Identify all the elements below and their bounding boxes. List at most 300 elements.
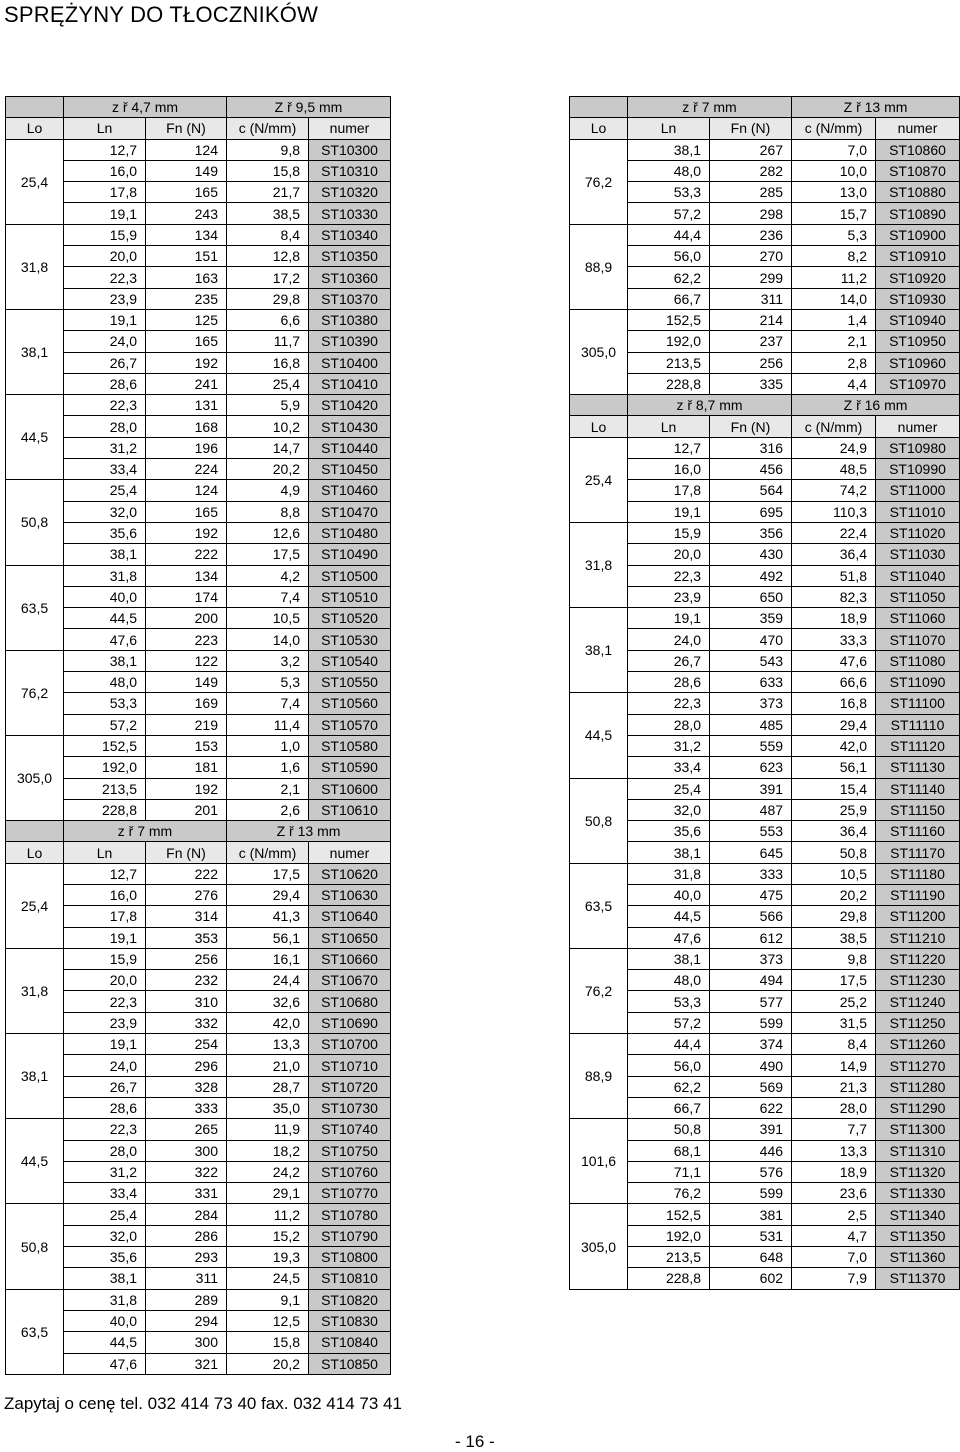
value-cell: 332 xyxy=(146,1012,227,1033)
value-cell: 26,7 xyxy=(64,352,146,373)
part-number-cell: ST10650 xyxy=(309,927,391,948)
value-cell: 222 xyxy=(146,863,227,884)
value-cell: 32,0 xyxy=(64,501,146,522)
part-number-cell: ST11200 xyxy=(876,906,960,927)
table-row xyxy=(570,203,960,224)
column-header: numer xyxy=(309,118,391,139)
value-cell: 44,5 xyxy=(64,1332,146,1353)
table-row xyxy=(570,565,960,586)
value-cell: 35,6 xyxy=(64,522,146,543)
table-row xyxy=(6,544,391,565)
part-number-cell: ST10910 xyxy=(876,246,960,267)
value-cell: 17,8 xyxy=(628,480,710,501)
free-length-cell: 31,8 xyxy=(570,522,628,607)
value-cell: 44,4 xyxy=(628,1034,710,1055)
value-cell: 22,3 xyxy=(64,267,146,288)
table-row xyxy=(6,182,391,203)
value-cell: 25,9 xyxy=(792,799,876,820)
value-cell: 695 xyxy=(710,501,792,522)
part-number-cell: ST10640 xyxy=(309,906,391,927)
value-cell: 28,6 xyxy=(64,373,146,394)
part-number-cell: ST10580 xyxy=(309,735,391,756)
value-cell: 21,3 xyxy=(792,1076,876,1097)
value-cell: 47,6 xyxy=(628,927,710,948)
value-cell: 44,5 xyxy=(628,906,710,927)
part-number-cell: ST11330 xyxy=(876,1183,960,1204)
value-cell: 40,0 xyxy=(64,586,146,607)
column-header: Ln xyxy=(64,118,146,139)
value-cell: 15,9 xyxy=(628,522,710,543)
value-cell: 22,3 xyxy=(64,991,146,1012)
table-row xyxy=(570,970,960,991)
value-cell: 2,1 xyxy=(227,778,309,799)
part-number-cell: ST10940 xyxy=(876,309,960,330)
value-cell: 124 xyxy=(146,139,227,160)
value-cell: 125 xyxy=(146,309,227,330)
value-cell: 31,2 xyxy=(64,437,146,458)
value-cell: 17,8 xyxy=(64,182,146,203)
part-number-cell: ST10860 xyxy=(876,139,960,160)
part-number-cell: ST10710 xyxy=(309,1055,391,1076)
part-number-cell: ST10890 xyxy=(876,203,960,224)
value-cell: 29,4 xyxy=(227,884,309,905)
value-cell: 4,2 xyxy=(227,565,309,586)
value-cell: 10,5 xyxy=(227,608,309,629)
table-row xyxy=(570,480,960,501)
value-cell: 356 xyxy=(710,522,792,543)
part-number-cell: ST10750 xyxy=(309,1140,391,1161)
part-number-cell: ST11370 xyxy=(876,1268,960,1289)
table-row xyxy=(570,373,960,394)
table-row xyxy=(6,1034,391,1055)
value-cell: 122 xyxy=(146,650,227,671)
value-cell: 74,2 xyxy=(792,480,876,501)
part-number-cell: ST10430 xyxy=(309,416,391,437)
value-cell: 22,3 xyxy=(64,395,146,416)
table-row xyxy=(570,735,960,756)
value-cell: 29,1 xyxy=(227,1183,309,1204)
value-cell: 152,5 xyxy=(628,309,710,330)
table-row xyxy=(6,778,391,799)
value-cell: 152,5 xyxy=(628,1204,710,1225)
part-number-cell: ST10950 xyxy=(876,331,960,352)
part-number-cell: ST11270 xyxy=(876,1055,960,1076)
value-cell: 23,9 xyxy=(628,586,710,607)
value-cell: 475 xyxy=(710,884,792,905)
value-cell: 15,7 xyxy=(792,203,876,224)
part-number-cell: ST10960 xyxy=(876,352,960,373)
value-cell: 41,3 xyxy=(227,906,309,927)
value-cell: 14,0 xyxy=(792,288,876,309)
part-number-cell: ST11190 xyxy=(876,884,960,905)
value-cell: 298 xyxy=(710,203,792,224)
value-cell: 24,9 xyxy=(792,437,876,458)
value-cell: 35,0 xyxy=(227,1097,309,1118)
free-length-cell: 305,0 xyxy=(6,735,64,820)
value-cell: 8,4 xyxy=(227,224,309,245)
value-cell: 12,5 xyxy=(227,1310,309,1331)
value-cell: 9,8 xyxy=(792,948,876,969)
free-length-cell: 88,9 xyxy=(570,1034,628,1119)
value-cell: 48,0 xyxy=(628,970,710,991)
value-cell: 19,1 xyxy=(64,203,146,224)
part-number-cell: ST10780 xyxy=(309,1204,391,1225)
table-row xyxy=(570,927,960,948)
value-cell: 29,4 xyxy=(792,714,876,735)
value-cell: 599 xyxy=(710,1012,792,1033)
value-cell: 26,7 xyxy=(628,650,710,671)
value-cell: 66,7 xyxy=(628,1097,710,1118)
value-cell: 42,0 xyxy=(227,1012,309,1033)
table-row xyxy=(570,629,960,650)
value-cell: 622 xyxy=(710,1097,792,1118)
column-header: numer xyxy=(876,416,960,437)
value-cell: 24,0 xyxy=(64,331,146,352)
table-row xyxy=(6,1161,391,1182)
value-cell: 21,7 xyxy=(227,182,309,203)
value-cell: 32,0 xyxy=(628,799,710,820)
table-row xyxy=(6,1353,391,1374)
value-cell: 10,0 xyxy=(792,160,876,181)
column-header-row xyxy=(570,118,960,139)
value-cell: 470 xyxy=(710,629,792,650)
value-cell: 25,2 xyxy=(792,991,876,1012)
table-row xyxy=(6,1225,391,1246)
value-cell: 38,1 xyxy=(628,948,710,969)
value-cell: 335 xyxy=(710,373,792,394)
table-row xyxy=(6,672,391,693)
part-number-cell: ST10560 xyxy=(309,693,391,714)
table-row xyxy=(6,395,391,416)
value-cell: 559 xyxy=(710,735,792,756)
value-cell: 4,4 xyxy=(792,373,876,394)
value-cell: 650 xyxy=(710,586,792,607)
value-cell: 7,7 xyxy=(792,1119,876,1140)
part-number-cell: ST11000 xyxy=(876,480,960,501)
table-row xyxy=(6,373,391,394)
free-length-cell: 50,8 xyxy=(6,480,64,565)
value-cell: 62,2 xyxy=(628,267,710,288)
value-cell: 76,2 xyxy=(628,1183,710,1204)
value-cell: 20,0 xyxy=(628,544,710,565)
value-cell: 490 xyxy=(710,1055,792,1076)
free-length-cell: 25,4 xyxy=(6,863,64,948)
value-cell: 44,4 xyxy=(628,224,710,245)
column-header: Lo xyxy=(6,118,64,139)
value-cell: 149 xyxy=(146,672,227,693)
part-number-cell: ST11070 xyxy=(876,629,960,650)
part-number-cell: ST11250 xyxy=(876,1012,960,1033)
table-row xyxy=(6,608,391,629)
table-row xyxy=(6,799,391,820)
part-number-cell: ST10830 xyxy=(309,1310,391,1331)
value-cell: 373 xyxy=(710,693,792,714)
value-cell: 311 xyxy=(146,1268,227,1289)
column-header: c (N/mm) xyxy=(227,842,309,863)
value-cell: 28,6 xyxy=(64,1097,146,1118)
value-cell: 23,6 xyxy=(792,1183,876,1204)
value-cell: 213,5 xyxy=(628,352,710,373)
value-cell: 33,4 xyxy=(64,459,146,480)
table-row xyxy=(570,1140,960,1161)
value-cell: 57,2 xyxy=(628,1012,710,1033)
value-cell: 53,3 xyxy=(628,991,710,1012)
value-cell: 24,0 xyxy=(64,1055,146,1076)
part-number-cell: ST10900 xyxy=(876,224,960,245)
part-number-cell: ST10390 xyxy=(309,331,391,352)
value-cell: 134 xyxy=(146,565,227,586)
value-cell: 35,6 xyxy=(64,1247,146,1268)
value-cell: 32,0 xyxy=(64,1225,146,1246)
table-row xyxy=(570,1097,960,1118)
part-number-cell: ST11210 xyxy=(876,927,960,948)
value-cell: 20,2 xyxy=(792,884,876,905)
value-cell: 1,0 xyxy=(227,735,309,756)
value-cell: 289 xyxy=(146,1289,227,1310)
part-number-cell: ST10350 xyxy=(309,246,391,267)
value-cell: 163 xyxy=(146,267,227,288)
value-cell: 328 xyxy=(146,1076,227,1097)
value-cell: 12,7 xyxy=(64,863,146,884)
table-row xyxy=(570,884,960,905)
table-row xyxy=(6,884,391,905)
value-cell: 153 xyxy=(146,735,227,756)
outer-diameter-label: Z ř 13 mm xyxy=(227,821,391,842)
free-length-cell: 44,5 xyxy=(6,1119,64,1204)
value-cell: 152,5 xyxy=(64,735,146,756)
part-number-cell: ST10730 xyxy=(309,1097,391,1118)
value-cell: 10,2 xyxy=(227,416,309,437)
value-cell: 23,9 xyxy=(64,1012,146,1033)
value-cell: 31,2 xyxy=(64,1161,146,1182)
part-number-cell: ST10330 xyxy=(309,203,391,224)
value-cell: 38,1 xyxy=(64,650,146,671)
value-cell: 40,0 xyxy=(628,884,710,905)
part-number-cell: ST10400 xyxy=(309,352,391,373)
part-number-cell: ST10590 xyxy=(309,757,391,778)
part-number-cell: ST10300 xyxy=(309,139,391,160)
value-cell: 5,3 xyxy=(227,672,309,693)
part-number-cell: ST11230 xyxy=(876,970,960,991)
free-length-cell: 31,8 xyxy=(6,948,64,1033)
table-row xyxy=(570,906,960,927)
value-cell: 51,8 xyxy=(792,565,876,586)
value-cell: 224 xyxy=(146,459,227,480)
table-row xyxy=(570,459,960,480)
value-cell: 7,0 xyxy=(792,139,876,160)
value-cell: 33,4 xyxy=(628,757,710,778)
section-diameter-header xyxy=(570,97,960,118)
value-cell: 13,0 xyxy=(792,182,876,203)
value-cell: 15,8 xyxy=(227,1332,309,1353)
free-length-cell: 63,5 xyxy=(6,1289,64,1374)
table-row xyxy=(570,948,960,969)
value-cell: 602 xyxy=(710,1268,792,1289)
table-row xyxy=(570,309,960,330)
value-cell: 192 xyxy=(146,522,227,543)
value-cell: 381 xyxy=(710,1204,792,1225)
value-cell: 2,5 xyxy=(792,1204,876,1225)
value-cell: 192 xyxy=(146,352,227,373)
value-cell: 310 xyxy=(146,991,227,1012)
value-cell: 68,1 xyxy=(628,1140,710,1161)
table-row xyxy=(6,1289,391,1310)
part-number-cell: ST10790 xyxy=(309,1225,391,1246)
column-header: numer xyxy=(309,842,391,863)
part-number-cell: ST10630 xyxy=(309,884,391,905)
part-number-cell: ST10720 xyxy=(309,1076,391,1097)
value-cell: 228,8 xyxy=(628,1268,710,1289)
value-cell: 47,6 xyxy=(64,1353,146,1374)
value-cell: 11,2 xyxy=(792,267,876,288)
part-number-cell: ST11320 xyxy=(876,1161,960,1182)
value-cell: 359 xyxy=(710,608,792,629)
free-length-cell: 76,2 xyxy=(570,948,628,1033)
value-cell: 28,0 xyxy=(64,1140,146,1161)
value-cell: 228,8 xyxy=(628,373,710,394)
part-number-cell: ST10380 xyxy=(309,309,391,330)
value-cell: 391 xyxy=(710,778,792,799)
value-cell: 19,1 xyxy=(64,309,146,330)
value-cell: 569 xyxy=(710,1076,792,1097)
column-header: c (N/mm) xyxy=(792,416,876,437)
value-cell: 24,0 xyxy=(628,629,710,650)
part-number-cell: ST10510 xyxy=(309,586,391,607)
value-cell: 50,8 xyxy=(792,842,876,863)
value-cell: 17,2 xyxy=(227,267,309,288)
column-header: Fn (N) xyxy=(710,416,792,437)
table-row xyxy=(570,1268,960,1289)
value-cell: 531 xyxy=(710,1225,792,1246)
value-cell: 36,4 xyxy=(792,821,876,842)
value-cell: 31,8 xyxy=(628,863,710,884)
value-cell: 38,1 xyxy=(628,139,710,160)
value-cell: 17,8 xyxy=(64,906,146,927)
value-cell: 38,5 xyxy=(227,203,309,224)
section-diameter-header xyxy=(6,97,391,118)
value-cell: 1,6 xyxy=(227,757,309,778)
part-number-cell: ST11350 xyxy=(876,1225,960,1246)
value-cell: 23,9 xyxy=(64,288,146,309)
part-number-cell: ST10880 xyxy=(876,182,960,203)
value-cell: 553 xyxy=(710,821,792,842)
value-cell: 110,3 xyxy=(792,501,876,522)
value-cell: 16,0 xyxy=(64,160,146,181)
value-cell: 28,0 xyxy=(64,416,146,437)
table-row xyxy=(570,437,960,458)
column-header: c (N/mm) xyxy=(227,118,309,139)
value-cell: 11,2 xyxy=(227,1204,309,1225)
table-row xyxy=(570,863,960,884)
part-number-cell: ST10470 xyxy=(309,501,391,522)
part-number-cell: ST11150 xyxy=(876,799,960,820)
part-number-cell: ST11040 xyxy=(876,565,960,586)
column-header: Ln xyxy=(64,842,146,863)
value-cell: 237 xyxy=(710,331,792,352)
value-cell: 16,8 xyxy=(227,352,309,373)
part-number-cell: ST10320 xyxy=(309,182,391,203)
value-cell: 48,5 xyxy=(792,459,876,480)
value-cell: 14,0 xyxy=(227,629,309,650)
value-cell: 300 xyxy=(146,1332,227,1353)
part-number-cell: ST10740 xyxy=(309,1119,391,1140)
part-number-cell: ST11340 xyxy=(876,1204,960,1225)
table-row xyxy=(6,203,391,224)
value-cell: 6,6 xyxy=(227,309,309,330)
table-row xyxy=(6,352,391,373)
value-cell: 7,4 xyxy=(227,693,309,714)
table-row xyxy=(6,1310,391,1331)
table-row xyxy=(570,1225,960,1246)
value-cell: 494 xyxy=(710,970,792,991)
value-cell: 5,3 xyxy=(792,224,876,245)
value-cell: 16,8 xyxy=(792,693,876,714)
table-row xyxy=(570,1076,960,1097)
springs-table-right xyxy=(569,96,960,1290)
free-length-cell: 25,4 xyxy=(6,139,64,224)
value-cell: 430 xyxy=(710,544,792,565)
value-cell: 165 xyxy=(146,182,227,203)
part-number-cell: ST10550 xyxy=(309,672,391,693)
free-length-cell: 50,8 xyxy=(6,1204,64,1289)
value-cell: 48,0 xyxy=(628,160,710,181)
value-cell: 42,0 xyxy=(792,735,876,756)
table-row xyxy=(570,608,960,629)
value-cell: 31,2 xyxy=(628,735,710,756)
table-row xyxy=(570,991,960,1012)
column-header-row xyxy=(570,416,960,437)
part-number-cell: ST10690 xyxy=(309,1012,391,1033)
value-cell: 31,8 xyxy=(64,565,146,586)
part-number-cell: ST10770 xyxy=(309,1183,391,1204)
value-cell: 56,0 xyxy=(628,246,710,267)
value-cell: 633 xyxy=(710,672,792,693)
value-cell: 17,5 xyxy=(227,863,309,884)
table-row xyxy=(570,139,960,160)
section-diameter-header xyxy=(570,395,960,416)
part-number-cell: ST11110 xyxy=(876,714,960,735)
value-cell: 311 xyxy=(710,288,792,309)
value-cell: 8,4 xyxy=(792,1034,876,1055)
value-cell: 134 xyxy=(146,224,227,245)
value-cell: 7,9 xyxy=(792,1268,876,1289)
value-cell: 256 xyxy=(146,948,227,969)
table-row xyxy=(570,693,960,714)
table-row xyxy=(6,1012,391,1033)
value-cell: 56,1 xyxy=(792,757,876,778)
value-cell: 566 xyxy=(710,906,792,927)
table-row xyxy=(6,948,391,969)
value-cell: 5,9 xyxy=(227,395,309,416)
value-cell: 53,3 xyxy=(628,182,710,203)
free-length-cell: 305,0 xyxy=(570,1204,628,1289)
column-header: numer xyxy=(876,118,960,139)
value-cell: 169 xyxy=(146,693,227,714)
value-cell: 35,6 xyxy=(628,821,710,842)
value-cell: 577 xyxy=(710,991,792,1012)
part-number-cell: ST11090 xyxy=(876,672,960,693)
value-cell: 151 xyxy=(146,246,227,267)
value-cell: 15,9 xyxy=(64,224,146,245)
table-row xyxy=(6,1268,391,1289)
table-row xyxy=(6,1097,391,1118)
value-cell: 645 xyxy=(710,842,792,863)
value-cell: 20,0 xyxy=(64,970,146,991)
value-cell: 243 xyxy=(146,203,227,224)
part-number-cell: ST11010 xyxy=(876,501,960,522)
value-cell: 47,6 xyxy=(64,629,146,650)
section-diameter-header xyxy=(6,821,391,842)
